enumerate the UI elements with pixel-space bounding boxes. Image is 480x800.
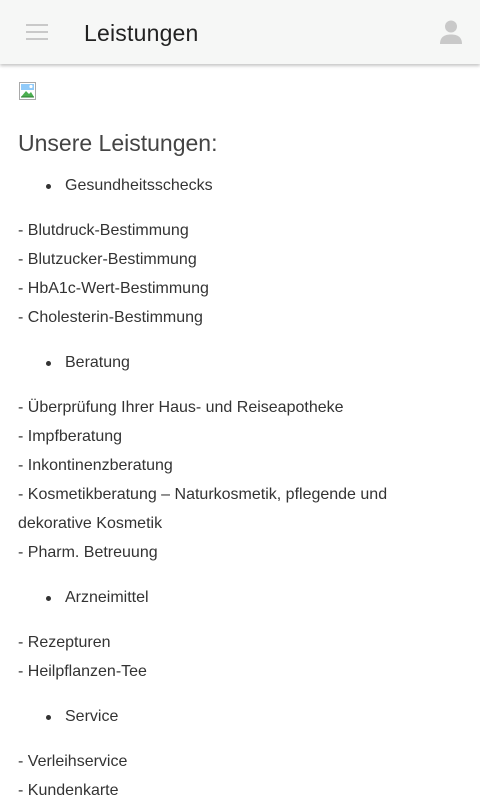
top-app-bar [0,0,480,64]
list-item: - Blutdruck-Bestimmung [18,222,189,239]
list-item: - Kundenkarte [18,782,119,799]
page-title: Leistungen [84,20,199,46]
list-item: - Inkontinenzberatung [18,457,173,474]
list-item: - Blutzucker-Bestimmung [18,251,197,268]
list-item-bullet: Service [46,707,118,727]
list-item: - Heilpflanzen-Tee [18,663,147,680]
broken-image-icon [18,81,38,101]
list-item: - HbA1c-Wert-Bestimmung [18,280,209,297]
list-item: - Pharm. Betreuung [18,544,158,561]
list-item-bullet: Gesundheitsschecks [46,176,213,196]
list-item-bullet: Arzneimittel [46,588,149,608]
list-item: - Kosmetikberatung – Naturkosmetik, pflegende und [18,486,388,503]
list-item: - Cholesterin-Bestimmung [18,309,203,326]
account-button[interactable] [436,17,466,47]
list-item: - Impfberatung [18,428,123,445]
list-item: - Überprüfung Ihrer Haus- und Reiseapotheke [18,399,344,416]
account-icon [436,17,466,47]
content-area [0,66,480,800]
hamburger-menu-icon [26,24,48,40]
section-heading: Unsere Leistungen: [18,130,218,156]
list-item-bullet: Beratung [46,353,130,373]
menu-button[interactable] [14,18,60,46]
list-item: dekorative Kosmetik [18,515,163,532]
list-item: - Rezepturen [18,634,111,651]
list-item: - Verleihservice [18,753,128,770]
